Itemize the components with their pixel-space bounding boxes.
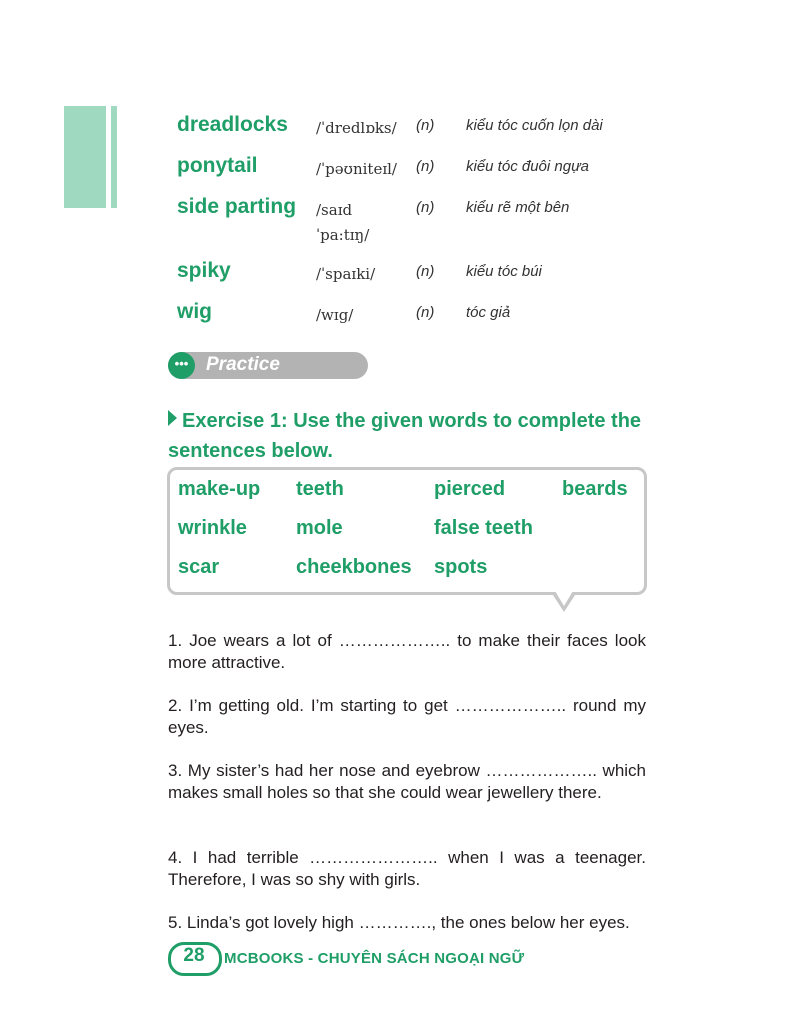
vocab-ipa: /ˈspaɪki/: [316, 265, 376, 283]
vocab-meaning: kiểu tóc cuốn lọn dài: [466, 117, 603, 134]
word-bank-item: false teeth: [434, 517, 533, 539]
vocab-ipa: /wɪg/: [316, 306, 354, 324]
decorative-side-block: [64, 106, 106, 208]
vocab-meaning: tóc giả: [466, 304, 511, 321]
word-bank-item: make-up: [178, 478, 261, 500]
word-bank-tail-inner: [555, 591, 573, 606]
vocab-word: side parting: [177, 195, 297, 218]
vocab-word: wig: [177, 300, 212, 323]
decorative-side-line: [111, 106, 117, 208]
vocab-word: ponytail: [177, 154, 258, 177]
word-bank-item: teeth: [296, 478, 344, 500]
word-bank-item: pierced: [434, 478, 506, 500]
vocab-ipa: /ˈpəʊniteɪl/: [316, 160, 397, 178]
exercise-title: Exercise 1: Use the given words to complete the sentences below.: [168, 410, 642, 462]
vocab-pos: (n): [416, 117, 435, 134]
word-bank-item: mole: [296, 517, 343, 539]
vocab-meaning: kiểu rẽ một bên: [466, 199, 570, 216]
page-number: 28: [183, 945, 205, 966]
publisher-footer: MCBOOKS - CHUYÊN SÁCH NGOẠI NGỮ: [224, 950, 525, 967]
vocab-pos: (n): [416, 199, 435, 216]
practice-label: Practice: [206, 354, 280, 375]
exercise-sentence: 5. Linda’s got lovely high …………., the ones below her eyes.: [168, 913, 630, 932]
exercise-sentence: 2. I’m getting old. I’m starting to get ……………….. round my eyes.: [168, 696, 646, 737]
vocab-ipa: /saɪd ˈpa:tɪŋ/: [316, 201, 370, 244]
word-bank-item: wrinkle: [178, 517, 247, 539]
vocab-meaning: kiểu tóc búi: [466, 263, 542, 280]
word-bank-item: spots: [434, 556, 488, 578]
vocab-ipa: /ˈdredlɒks/: [316, 119, 397, 137]
vocab-word: spiky: [177, 259, 231, 282]
exercise-sentence: 1. Joe wears a lot of ……………….. to make their faces look more attractive.: [168, 631, 646, 672]
speech-bubble-icon: •••: [168, 352, 195, 379]
word-bank-item: scar: [178, 556, 220, 578]
vocab-pos: (n): [416, 263, 435, 280]
vocab-meaning: kiểu tóc đuôi ngựa: [466, 158, 589, 175]
word-bank-item: beards: [562, 478, 628, 500]
exercise-sentence: 4. I had terrible ………………….. when I was a teenager. Therefore, I was so shy with girls.: [168, 848, 646, 889]
vocab-word: dreadlocks: [177, 113, 288, 136]
word-bank-item: cheekbones: [296, 556, 412, 578]
vocab-pos: (n): [416, 158, 435, 175]
vocab-pos: (n): [416, 304, 435, 321]
exercise-sentence: 3. My sister’s had her nose and eyebrow ……………….. which makes small holes so that she could wear jewellery there.: [168, 761, 646, 802]
